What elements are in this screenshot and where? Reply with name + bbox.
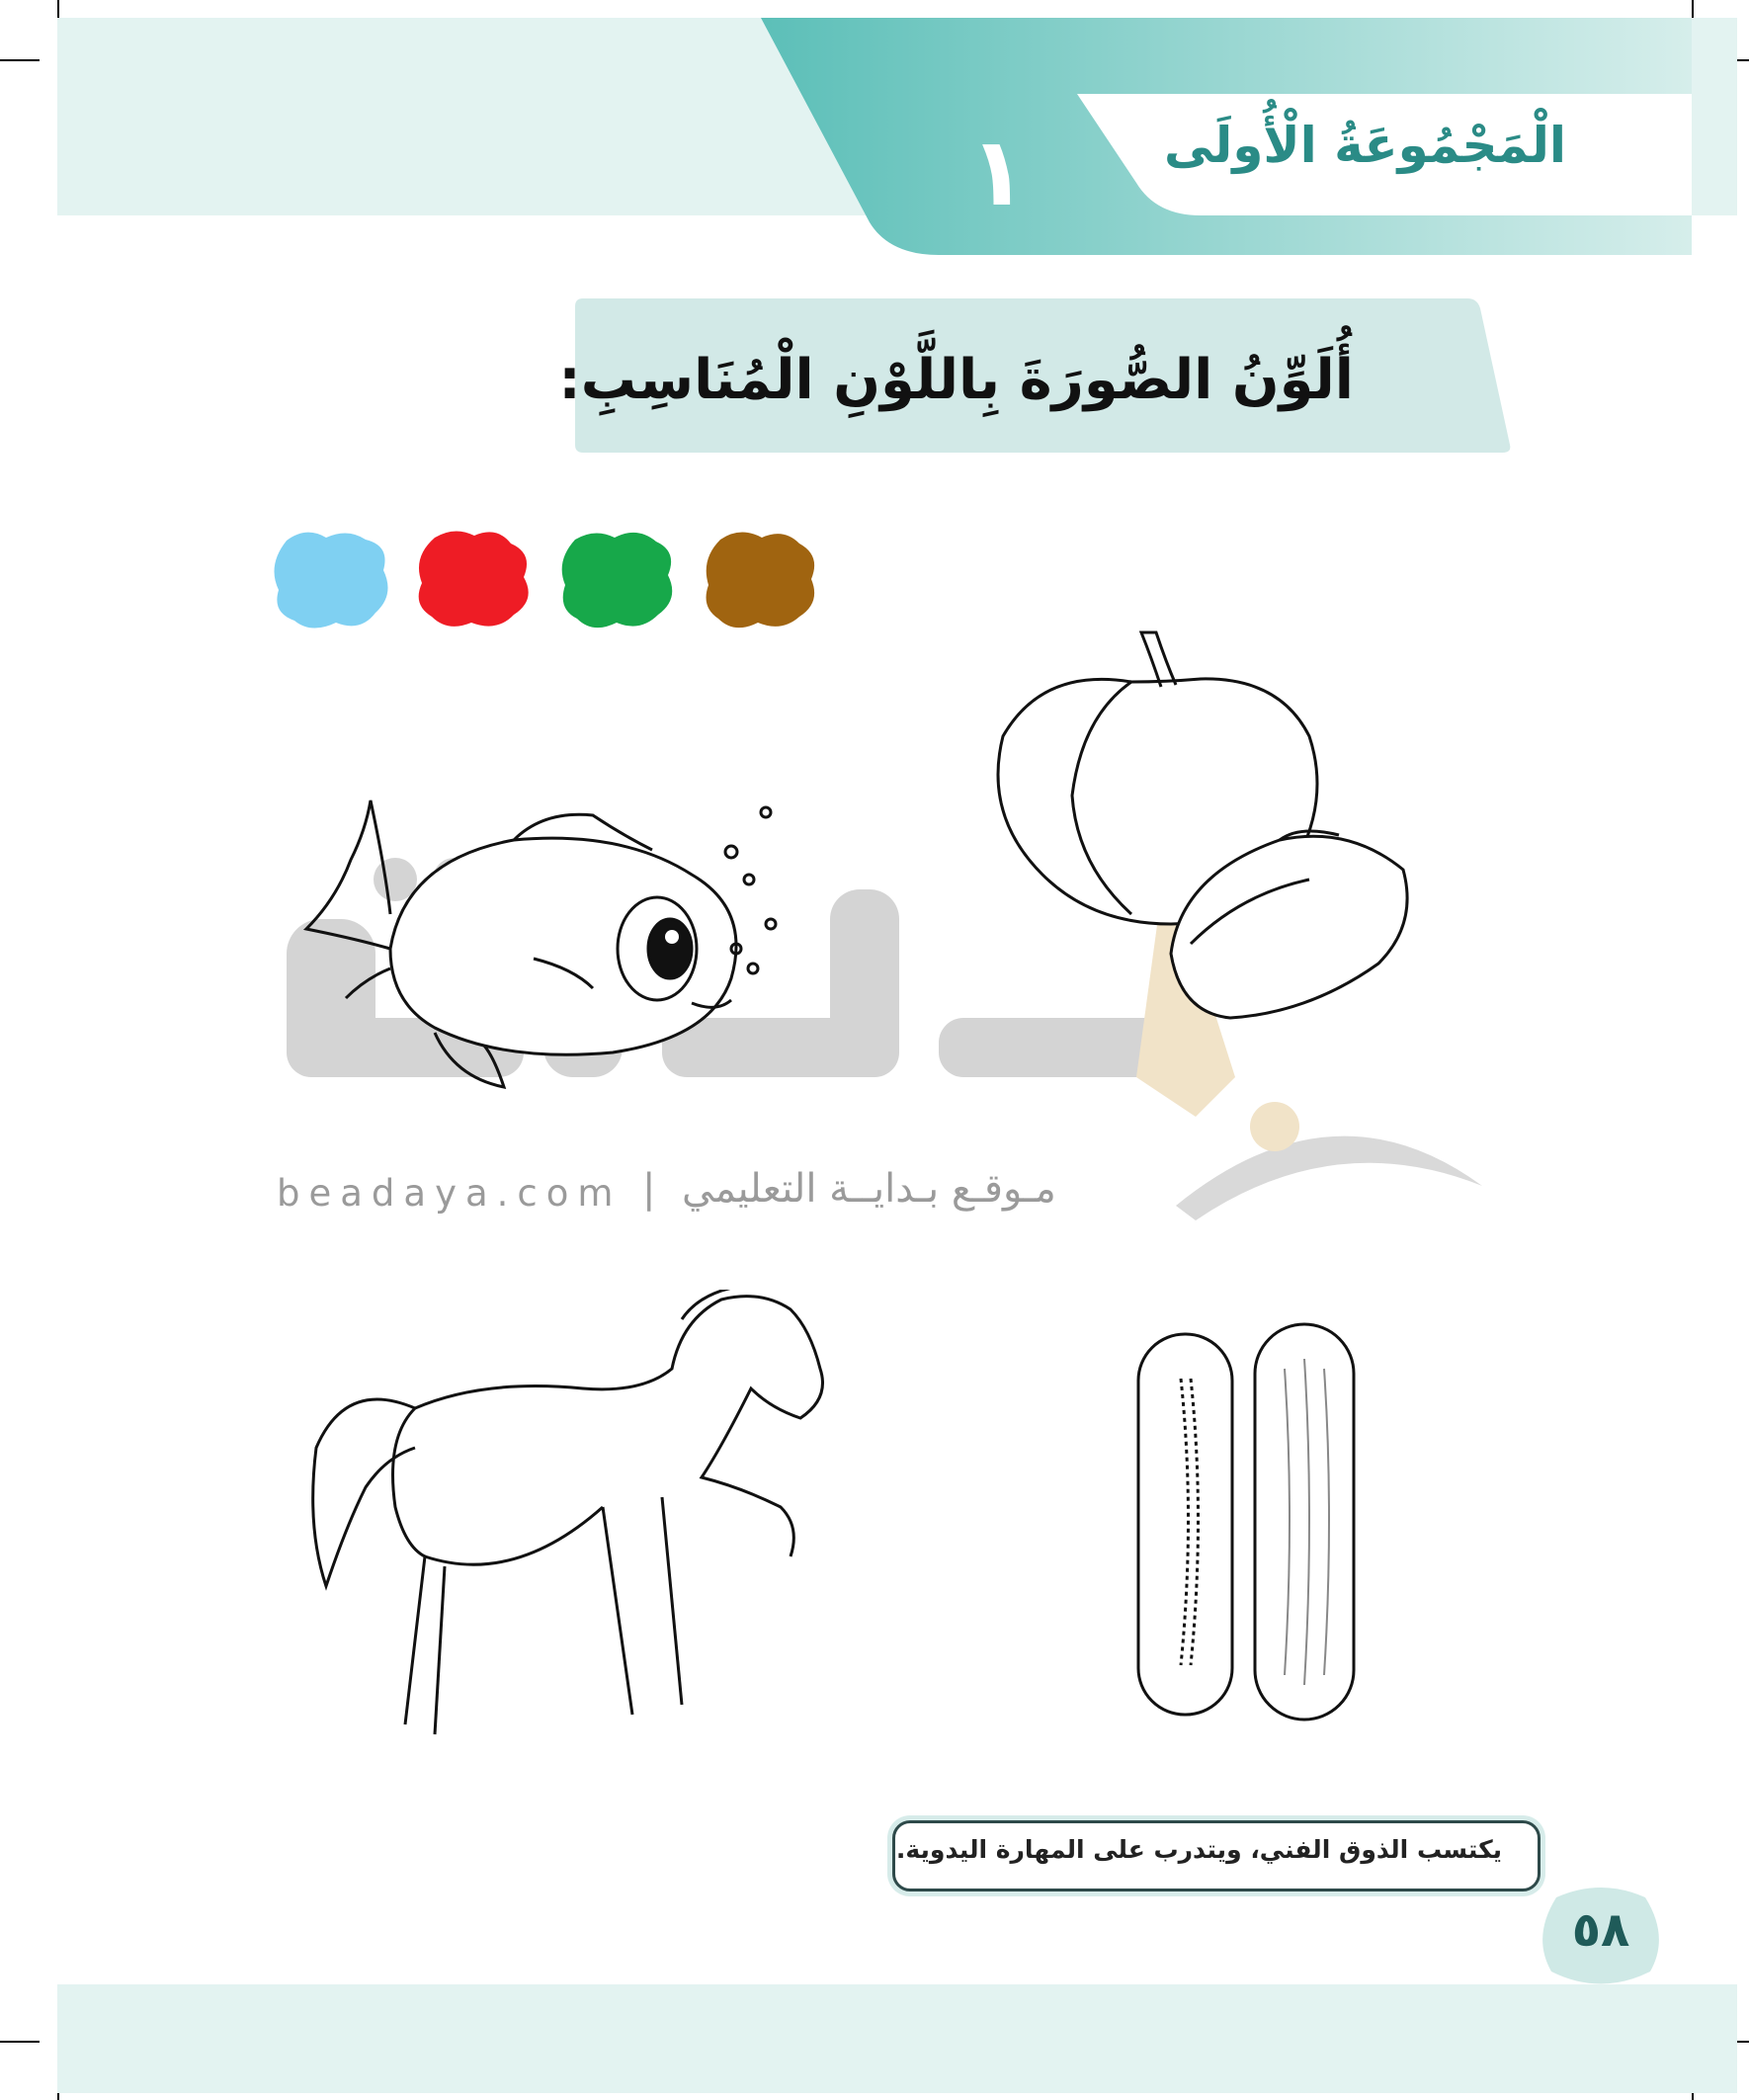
watermark-site-name: مـوقـع بـدايــة التعليمي: [682, 1166, 1056, 1212]
apple-drawing: [983, 628, 1428, 1023]
page-number: ٥٨: [1571, 1902, 1630, 1958]
watermark-separator: |: [642, 1166, 656, 1212]
instruction-text: أُلَوِّنُ الصُّورَةَ بِاللَّوْنِ الْمُنَاسِبِ:: [558, 348, 1354, 412]
cucumber-drawing: [1126, 1319, 1364, 1724]
light-blue-swatch: [267, 526, 395, 634]
watermark-url: beadaya.com: [277, 1172, 623, 1215]
horse-drawing: [287, 1290, 870, 1754]
group-number: ١: [968, 117, 1028, 227]
fish-drawing: [296, 791, 791, 1117]
green-swatch: [553, 526, 682, 634]
brown-swatch: [697, 526, 825, 634]
footer-band: [57, 1984, 1737, 2093]
objective-text: يكتسب الذوق الفني، ويتدرب على المهارة اليدوية.: [895, 1835, 1502, 1864]
group-title: الْمَجْمُوعَةُ الْأُولَى: [1163, 117, 1566, 174]
red-swatch: [410, 526, 539, 634]
crop-mark: [0, 2041, 40, 2043]
